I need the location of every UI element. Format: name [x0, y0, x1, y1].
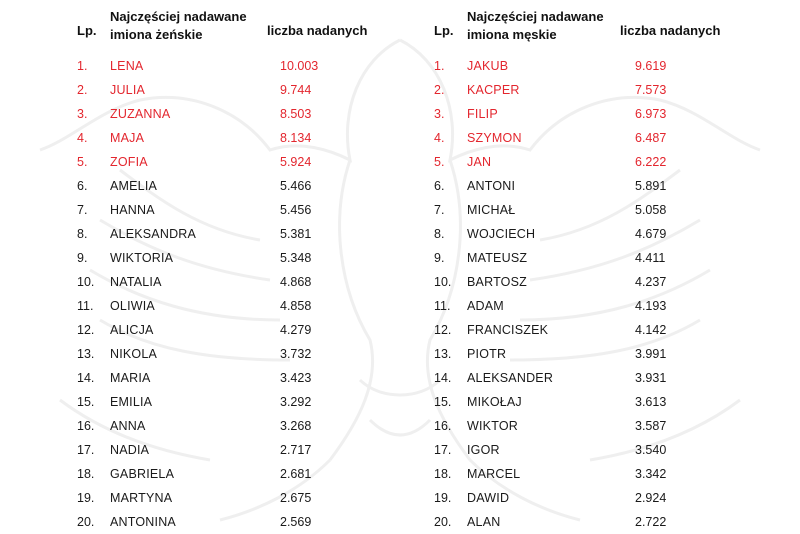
count-cell: 2.924: [635, 491, 667, 505]
rank-cell: 17.: [77, 443, 95, 457]
rank-cell: 3.: [77, 107, 88, 121]
name-cell: MARIA: [110, 371, 151, 385]
table-row: [434, 54, 764, 78]
rank-cell: 4.: [77, 131, 88, 145]
table-row: [77, 78, 407, 102]
name-cell: ALEKSANDER: [467, 371, 554, 385]
table-row: [434, 174, 764, 198]
count-cell: 10.003: [280, 59, 319, 73]
rank-cell: 11.: [434, 299, 451, 313]
rank-cell: 5.: [77, 155, 88, 169]
rank-cell: 19.: [77, 491, 95, 505]
name-cell: NIKOLA: [110, 347, 158, 361]
header-count: liczba nadanych: [267, 23, 368, 38]
rank-cell: 13.: [434, 347, 452, 361]
count-cell: 3.268: [280, 419, 312, 433]
name-cell: MATEUSZ: [467, 251, 528, 265]
name-cell: DAWID: [467, 491, 510, 505]
name-cell: BARTOSZ: [467, 275, 527, 289]
male-rows: [434, 54, 764, 534]
count-cell: 3.540: [635, 443, 667, 457]
name-cell: MAJA: [110, 131, 145, 145]
rank-cell: 18.: [434, 467, 452, 481]
rank-cell: 2.: [434, 83, 445, 97]
table-row: [77, 342, 407, 366]
name-cell: WOJCIECH: [467, 227, 536, 241]
table-row: [77, 294, 407, 318]
header-name: [110, 8, 270, 44]
count-cell: 4.279: [280, 323, 312, 337]
count-cell: 9.619: [635, 59, 667, 73]
table-row: [434, 366, 764, 390]
rank-cell: 13.: [77, 347, 95, 361]
count-cell: 6.487: [635, 131, 667, 145]
count-cell: 4.237: [635, 275, 667, 289]
count-cell: 4.411: [635, 251, 666, 265]
name-cell: ALAN: [467, 515, 501, 529]
count-cell: 3.423: [280, 371, 312, 385]
header-name-line2: imiona żeńskie: [110, 27, 203, 42]
table-row: [434, 510, 764, 534]
name-cell: MARTYNA: [110, 491, 173, 505]
name-cell: MARCEL: [467, 467, 521, 481]
table-row: [77, 102, 407, 126]
name-cell: MICHAŁ: [467, 203, 516, 217]
table-header: [434, 0, 764, 52]
count-cell: 8.503: [280, 107, 312, 121]
table-row: [77, 222, 407, 246]
name-cell: EMILIA: [110, 395, 153, 409]
table-row: [77, 246, 407, 270]
table-row: [77, 126, 407, 150]
count-cell: 4.868: [280, 275, 312, 289]
rank-cell: 16.: [434, 419, 452, 433]
table-row: [434, 318, 764, 342]
header-count: liczba nadanych: [620, 23, 721, 38]
table-row: [77, 54, 407, 78]
table-row: [77, 486, 407, 510]
table-row: [434, 198, 764, 222]
female-rows: [77, 54, 407, 534]
name-cell: JULIA: [110, 83, 146, 97]
count-cell: 2.681: [280, 467, 312, 481]
name-cell: FRANCISZEK: [467, 323, 549, 337]
table-row: [434, 390, 764, 414]
count-cell: 5.348: [280, 251, 312, 265]
name-cell: PIOTR: [467, 347, 507, 361]
name-cell: ANTONI: [467, 179, 516, 193]
name-cell: WIKTOR: [467, 419, 518, 433]
rank-cell: 16.: [77, 419, 95, 433]
name-cell: JAN: [467, 155, 492, 169]
rank-cell: 15.: [77, 395, 95, 409]
name-cell: AMELIA: [110, 179, 158, 193]
table-row: [77, 318, 407, 342]
count-cell: 3.991: [635, 347, 667, 361]
name-cell: IGOR: [467, 443, 500, 457]
count-cell: 2.675: [280, 491, 312, 505]
name-cell: NADIA: [110, 443, 150, 457]
rank-cell: 15.: [434, 395, 452, 409]
table-row: [434, 150, 764, 174]
count-cell: 7.573: [635, 83, 667, 97]
table-row: [434, 438, 764, 462]
table-row: [434, 246, 764, 270]
rank-cell: 1.: [77, 59, 88, 73]
table-row: [434, 222, 764, 246]
count-cell: 3.292: [280, 395, 312, 409]
rank-cell: 11.: [77, 299, 94, 313]
rank-cell: 20.: [77, 515, 95, 529]
rank-cell: 3.: [434, 107, 445, 121]
table-row: [434, 270, 764, 294]
count-cell: 3.587: [635, 419, 667, 433]
rank-cell: 6.: [434, 179, 445, 193]
table-row: [434, 486, 764, 510]
count-cell: 5.381: [280, 227, 312, 241]
rank-cell: 10.: [434, 275, 452, 289]
name-cell: FILIP: [467, 107, 498, 121]
name-cell: ZUZANNA: [110, 107, 171, 121]
name-cell: ZOFIA: [110, 155, 148, 169]
rank-cell: 5.: [434, 155, 445, 169]
name-cell: OLIWIA: [110, 299, 155, 313]
female-names-table: [77, 0, 407, 529]
count-cell: 4.858: [280, 299, 312, 313]
name-cell: ALEKSANDRA: [110, 227, 197, 241]
count-cell: 3.342: [635, 467, 667, 481]
header-lp: Lp.: [434, 23, 454, 38]
count-cell: 5.924: [280, 155, 312, 169]
table-row: [77, 414, 407, 438]
name-cell: SZYMON: [467, 131, 522, 145]
count-cell: 9.744: [280, 83, 312, 97]
header-lp: Lp.: [77, 23, 97, 38]
table-row: [434, 414, 764, 438]
rank-cell: 14.: [434, 371, 452, 385]
rank-cell: 1.: [434, 59, 445, 73]
rank-cell: 9.: [434, 251, 445, 265]
name-cell: ANTONINA: [110, 515, 176, 529]
header-name-line1: Najczęściej nadawane: [110, 9, 247, 24]
table-row: [77, 270, 407, 294]
rank-cell: 7.: [434, 203, 445, 217]
count-cell: 3.732: [280, 347, 312, 361]
name-cell: ANNA: [110, 419, 146, 433]
name-cell: LENA: [110, 59, 144, 73]
rank-cell: 19.: [434, 491, 452, 505]
name-cell: HANNA: [110, 203, 155, 217]
table-row: [434, 294, 764, 318]
rank-cell: 20.: [434, 515, 452, 529]
table-row: [434, 102, 764, 126]
rank-cell: 2.: [77, 83, 88, 97]
table-row: [77, 366, 407, 390]
count-cell: 4.142: [635, 323, 667, 337]
table-row: [77, 438, 407, 462]
count-cell: 5.058: [635, 203, 667, 217]
table-row: [77, 510, 407, 534]
rank-cell: 4.: [434, 131, 445, 145]
count-cell: 5.456: [280, 203, 312, 217]
count-cell: 2.569: [280, 515, 312, 529]
table-header: [77, 0, 407, 52]
count-cell: 2.717: [280, 443, 312, 457]
male-names-table: [434, 0, 764, 529]
name-cell: GABRIELA: [110, 467, 175, 481]
table-row: [434, 78, 764, 102]
table-row: [77, 462, 407, 486]
rank-cell: 10.: [77, 275, 95, 289]
count-cell: 6.973: [635, 107, 667, 121]
table-row: [77, 390, 407, 414]
header-name-line2: imiona męskie: [467, 27, 557, 42]
rank-cell: 17.: [434, 443, 452, 457]
name-cell: KACPER: [467, 83, 520, 97]
table-row: [77, 150, 407, 174]
name-cell: WIKTORIA: [110, 251, 174, 265]
name-cell: ADAM: [467, 299, 504, 313]
table-row: [434, 342, 764, 366]
rank-cell: 12.: [434, 323, 452, 337]
table-row: [434, 462, 764, 486]
name-cell: JAKUB: [467, 59, 509, 73]
rank-cell: 9.: [77, 251, 88, 265]
name-cell: ALICJA: [110, 323, 154, 337]
count-cell: 4.193: [635, 299, 667, 313]
table-row: [434, 126, 764, 150]
count-cell: 6.222: [635, 155, 667, 169]
count-cell: 5.891: [635, 179, 667, 193]
rank-cell: 8.: [434, 227, 445, 241]
rank-cell: 7.: [77, 203, 88, 217]
rank-cell: 14.: [77, 371, 95, 385]
count-cell: 8.134: [280, 131, 312, 145]
table-row: [77, 198, 407, 222]
name-cell: NATALIA: [110, 275, 162, 289]
rank-cell: 12.: [77, 323, 95, 337]
count-cell: 2.722: [635, 515, 667, 529]
count-cell: 4.679: [635, 227, 667, 241]
table-row: [77, 174, 407, 198]
count-cell: 5.466: [280, 179, 312, 193]
rank-cell: 18.: [77, 467, 95, 481]
count-cell: 3.931: [635, 371, 667, 385]
header-name-line1: Najczęściej nadawane: [467, 9, 604, 24]
name-cell: MIKOŁAJ: [467, 395, 522, 409]
rank-cell: 8.: [77, 227, 88, 241]
rank-cell: 6.: [77, 179, 88, 193]
header-name: [467, 8, 627, 44]
count-cell: 3.613: [635, 395, 667, 409]
